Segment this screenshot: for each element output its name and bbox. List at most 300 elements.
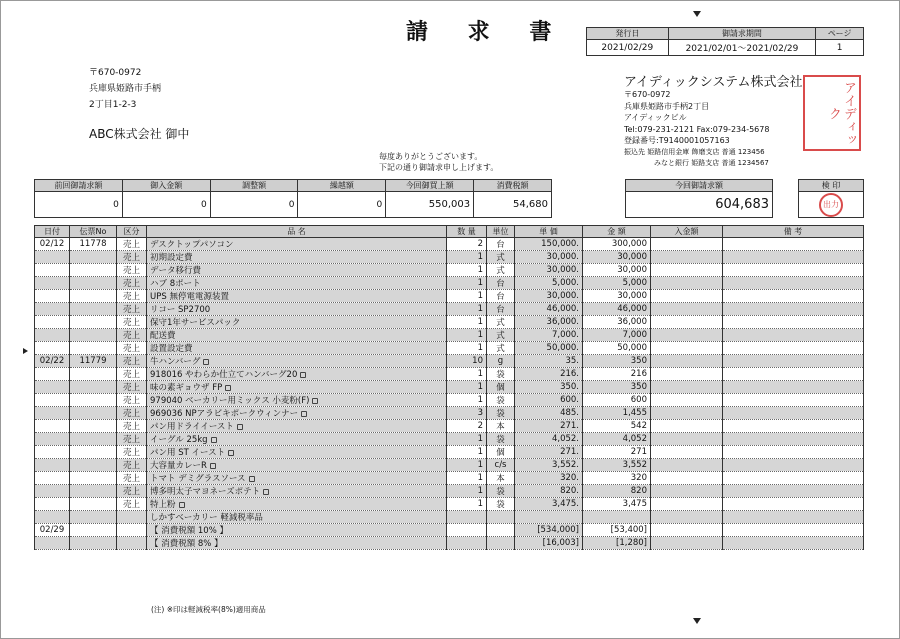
- row-item-text: 969036 NPアラビキポークウィンナー: [150, 409, 299, 419]
- row-item: [147, 459, 447, 472]
- row-price: [515, 355, 583, 368]
- row-item: [147, 303, 447, 316]
- row-date: [35, 420, 70, 433]
- row-amount-text: [1,280]: [616, 538, 647, 548]
- row-item-text: リコー SP2700: [150, 305, 211, 315]
- row-item-text: 初期設定費: [150, 253, 193, 263]
- row-date: [35, 238, 70, 251]
- row-amount: [583, 433, 651, 446]
- row-remarks: [723, 485, 864, 498]
- issue-date-label: 発行日: [587, 28, 669, 40]
- row-amount-text: 542: [630, 421, 647, 431]
- row-item: [147, 342, 447, 355]
- row-date: [35, 511, 70, 524]
- row-item-text: 【 消費税額 10% 】: [150, 526, 228, 536]
- row-unit-text: 台: [496, 305, 505, 315]
- row-slip-no-text: 11779: [79, 356, 107, 366]
- reduced-tax-mark-icon: [300, 372, 306, 378]
- row-amount: [583, 511, 651, 524]
- row-price: [515, 407, 583, 420]
- invoice-title: 請 求 書: [406, 19, 568, 45]
- row-qty: [447, 303, 487, 316]
- row-slip-no: [70, 264, 117, 277]
- row-item: [147, 368, 447, 381]
- col-price: 単 価: [515, 226, 583, 238]
- row-slip-no: [70, 537, 117, 550]
- summary-table: [34, 179, 552, 218]
- row-price-text: 271.: [560, 447, 579, 457]
- row-item: [147, 381, 447, 394]
- row-slip-no: [70, 459, 117, 472]
- row-item-text: 979040 ベーカリー用ミックス 小麦粉(F): [150, 396, 310, 406]
- recipient-postal: 〒670-0972: [89, 68, 142, 78]
- row-slip-no: [70, 290, 117, 303]
- row-kind-text: 売上: [122, 383, 140, 393]
- sender-address: 兵庫県姫路市手柄2丁目: [624, 101, 710, 111]
- row-amount-text: 1,455: [622, 408, 647, 418]
- row-price: [515, 290, 583, 303]
- row-unit: [487, 446, 515, 459]
- row-date: [35, 498, 70, 511]
- row-remarks: [723, 238, 864, 251]
- row-item-text: 特上粉: [150, 500, 176, 510]
- row-qty-text: 1: [477, 460, 483, 470]
- row-kind-text: 売上: [122, 279, 140, 289]
- table-row: [35, 277, 864, 290]
- row-price-text: 36,000.: [546, 317, 579, 327]
- row-kind-text: 売上: [122, 396, 140, 406]
- row-price-text: 46,000.: [546, 304, 579, 314]
- row-item: [147, 394, 447, 407]
- row-kind: [117, 524, 147, 537]
- row-item-text: 配送費: [150, 331, 176, 341]
- row-remarks: [723, 355, 864, 368]
- row-kind: [117, 537, 147, 550]
- table-row: [35, 498, 864, 511]
- row-amount-text: 320: [630, 473, 647, 483]
- row-payment: [651, 498, 723, 511]
- row-item: [147, 446, 447, 459]
- row-qty-text: 1: [477, 343, 483, 353]
- row-price: [515, 459, 583, 472]
- row-price-text: 7,000.: [551, 330, 579, 340]
- row-slip-no: [70, 381, 117, 394]
- row-amount: [583, 420, 651, 433]
- reduced-tax-mark-icon: [225, 385, 231, 391]
- row-amount-text: [53,400]: [610, 525, 647, 535]
- reduced-tax-mark-icon: [210, 463, 216, 469]
- row-kind-text: 売上: [122, 448, 140, 458]
- row-date: [35, 485, 70, 498]
- row-amount-text: 3,552: [622, 460, 647, 470]
- thanks-line1: 毎度ありがとうございます。: [379, 152, 483, 161]
- summary-adjust: 0: [210, 192, 298, 218]
- row-item-text: 保守1年サービスパック: [150, 318, 241, 328]
- row-payment: [651, 355, 723, 368]
- row-amount-text: 50,000: [617, 343, 647, 353]
- triangle-marker-icon: [693, 11, 701, 17]
- detail-table: [34, 225, 864, 550]
- reduced-tax-mark-icon: [312, 398, 318, 404]
- row-qty: [447, 290, 487, 303]
- row-item: [147, 472, 447, 485]
- row-price-text: 5,000.: [551, 278, 579, 288]
- row-date-text: 02/29: [39, 525, 65, 535]
- total-label: 今回御請求額: [626, 180, 773, 192]
- row-kind: [117, 303, 147, 316]
- row-payment: [651, 485, 723, 498]
- reduced-tax-mark-icon: [211, 437, 217, 443]
- table-row: [35, 472, 864, 485]
- company-seal-text: アイディック: [826, 80, 856, 146]
- row-item: [147, 290, 447, 303]
- row-slip-no: [70, 485, 117, 498]
- row-kind: [117, 329, 147, 342]
- table-row: [35, 394, 864, 407]
- row-price: [515, 329, 583, 342]
- row-price: [515, 511, 583, 524]
- reduced-tax-mark-icon: [203, 359, 209, 365]
- triangle-marker-icon: [693, 618, 701, 624]
- row-item: [147, 355, 447, 368]
- period-label: 御請求期間: [668, 28, 816, 40]
- total-table: [625, 179, 773, 218]
- row-slip-no: [70, 394, 117, 407]
- table-row: [35, 355, 864, 368]
- row-qty-text: 1: [477, 291, 483, 301]
- row-slip-no: [70, 355, 117, 368]
- row-amount: [583, 368, 651, 381]
- row-qty: [447, 524, 487, 537]
- row-price-text: 30,000.: [546, 265, 579, 275]
- row-date: [35, 446, 70, 459]
- row-unit: [487, 316, 515, 329]
- col-qty: 数 量: [447, 226, 487, 238]
- row-item: [147, 329, 447, 342]
- row-kind-text: 売上: [122, 253, 140, 263]
- row-unit-text: c/s: [494, 460, 507, 470]
- row-price-text: 320.: [560, 473, 579, 483]
- row-unit-text: 式: [496, 253, 505, 263]
- recipient-address2: 2丁目1-2-3: [89, 100, 137, 110]
- row-qty: [447, 316, 487, 329]
- row-kind-text: 売上: [122, 344, 140, 354]
- row-item: [147, 498, 447, 511]
- billing-period: 2021/02/01〜2021/02/29: [668, 40, 816, 56]
- row-payment: [651, 238, 723, 251]
- row-remarks: [723, 303, 864, 316]
- summary-tax: 54,680: [474, 192, 552, 218]
- row-unit: [487, 472, 515, 485]
- row-qty-text: 1: [477, 486, 483, 496]
- row-payment: [651, 264, 723, 277]
- row-date: [35, 355, 70, 368]
- row-item: [147, 433, 447, 446]
- row-kind-text: 売上: [122, 240, 140, 250]
- row-remarks: [723, 381, 864, 394]
- check-label: 検 印: [799, 180, 864, 192]
- row-amount-text: 820: [630, 486, 647, 496]
- summary-label-purchase: 今回御買上額: [386, 180, 474, 192]
- row-amount: [583, 459, 651, 472]
- row-price-text: 600.: [560, 395, 579, 405]
- row-unit: [487, 290, 515, 303]
- table-row: [35, 537, 864, 550]
- row-amount: [583, 355, 651, 368]
- row-kind-text: 売上: [122, 266, 140, 276]
- company-seal: [803, 75, 861, 151]
- row-amount: [583, 290, 651, 303]
- row-item-text: デスクトップパソコン: [150, 240, 234, 250]
- row-kind: [117, 472, 147, 485]
- row-price: [515, 433, 583, 446]
- row-remarks: [723, 420, 864, 433]
- row-amount: [583, 264, 651, 277]
- row-unit: [487, 277, 515, 290]
- row-date: [35, 459, 70, 472]
- table-row: [35, 329, 864, 342]
- row-unit: [487, 407, 515, 420]
- col-item: 品 名: [147, 226, 447, 238]
- row-slip-no: [70, 368, 117, 381]
- row-amount: [583, 537, 651, 550]
- row-kind: [117, 446, 147, 459]
- table-row: [35, 316, 864, 329]
- row-item: [147, 238, 447, 251]
- row-payment: [651, 420, 723, 433]
- row-unit: [487, 459, 515, 472]
- row-unit-text: 台: [496, 292, 505, 302]
- table-row: [35, 407, 864, 420]
- row-unit-text: 袋: [496, 396, 505, 406]
- row-price: [515, 342, 583, 355]
- row-payment: [651, 407, 723, 420]
- row-unit-text: 台: [496, 240, 505, 250]
- table-row: [35, 446, 864, 459]
- row-kind: [117, 381, 147, 394]
- row-unit: [487, 394, 515, 407]
- row-kind: [117, 394, 147, 407]
- table-row: [35, 238, 864, 251]
- col-slip-no: 伝票No: [70, 226, 117, 238]
- row-payment: [651, 537, 723, 550]
- row-qty: [447, 355, 487, 368]
- row-qty: [447, 446, 487, 459]
- row-date: [35, 329, 70, 342]
- check-table: [798, 179, 864, 218]
- row-kind: [117, 264, 147, 277]
- sender-block: [624, 89, 769, 170]
- row-payment: [651, 329, 723, 342]
- row-item-text: 牛ハンバーグ: [150, 357, 201, 367]
- row-remarks: [723, 446, 864, 459]
- table-row: [35, 459, 864, 472]
- row-kind-text: 売上: [122, 435, 140, 445]
- row-amount: [583, 472, 651, 485]
- row-qty: [447, 368, 487, 381]
- summary-label-prev: 前回御請求額: [35, 180, 123, 192]
- col-remarks: 備 考: [723, 226, 864, 238]
- row-payment: [651, 446, 723, 459]
- row-item: [147, 264, 447, 277]
- row-slip-no: [70, 433, 117, 446]
- row-unit-text: 個: [496, 383, 505, 393]
- row-unit: [487, 485, 515, 498]
- row-kind: [117, 316, 147, 329]
- row-slip-no: [70, 251, 117, 264]
- row-qty: [447, 511, 487, 524]
- row-amount: [583, 329, 651, 342]
- row-kind-text: 売上: [122, 305, 140, 315]
- row-remarks: [723, 524, 864, 537]
- row-remarks: [723, 394, 864, 407]
- row-remarks: [723, 316, 864, 329]
- col-kind: 区分: [117, 226, 147, 238]
- row-amount: [583, 342, 651, 355]
- row-item: [147, 537, 447, 550]
- row-item-text: 味の素ギョウザ FP: [150, 383, 223, 393]
- row-amount-text: 216: [630, 369, 647, 379]
- table-row: [35, 381, 864, 394]
- row-amount-text: 30,000: [617, 265, 647, 275]
- reduced-tax-mark-icon: [249, 476, 255, 482]
- sender-regno: 登録番号:T9140001057163: [624, 136, 730, 145]
- row-qty: [447, 459, 487, 472]
- row-item: [147, 511, 447, 524]
- row-price-text: 350.: [560, 382, 579, 392]
- recipient-block: [89, 65, 161, 113]
- row-kind-text: 売上: [122, 357, 140, 367]
- reduced-tax-mark-icon: [263, 489, 269, 495]
- row-item: [147, 277, 447, 290]
- row-date: [35, 290, 70, 303]
- row-payment: [651, 394, 723, 407]
- row-qty-text: 1: [477, 317, 483, 327]
- row-price: [515, 238, 583, 251]
- row-remarks: [723, 277, 864, 290]
- row-unit: [487, 524, 515, 537]
- summary-label-paid: 御入金額: [122, 180, 210, 192]
- row-payment: [651, 290, 723, 303]
- row-payment: [651, 368, 723, 381]
- row-unit: [487, 420, 515, 433]
- row-price-text: [534,000]: [537, 525, 579, 535]
- sender-bank2: みなと銀行 姫路支店 普通 1234567: [654, 159, 769, 167]
- row-item-text: 設置設定費: [150, 344, 193, 354]
- row-amount: [583, 251, 651, 264]
- row-date: [35, 433, 70, 446]
- row-date: [35, 472, 70, 485]
- thanks-line2: 下記の通り御請求申し上げます。: [379, 163, 499, 172]
- row-unit: [487, 355, 515, 368]
- row-price-text: 820.: [560, 486, 579, 496]
- row-date: [35, 342, 70, 355]
- row-unit-text: 式: [496, 318, 505, 328]
- thanks-message: [379, 151, 498, 173]
- row-unit-text: 台: [496, 279, 505, 289]
- row-unit: [487, 537, 515, 550]
- row-date: [35, 277, 70, 290]
- sender-bank1: 振込先 姫路信用金庫 飾磨支店 普通 123456: [624, 147, 765, 156]
- row-qty-text: 1: [477, 395, 483, 405]
- row-remarks: [723, 251, 864, 264]
- row-amount: [583, 407, 651, 420]
- row-amount-text: 30,000: [617, 252, 647, 262]
- row-price-text: 35.: [565, 356, 579, 366]
- row-slip-no: [70, 524, 117, 537]
- row-qty: [447, 277, 487, 290]
- row-price: [515, 524, 583, 537]
- row-slip-no: [70, 407, 117, 420]
- row-payment: [651, 303, 723, 316]
- row-unit-text: 袋: [496, 487, 505, 497]
- row-qty: [447, 472, 487, 485]
- row-price: [515, 381, 583, 394]
- row-unit-text: 袋: [496, 370, 505, 380]
- row-remarks: [723, 264, 864, 277]
- reduced-tax-mark-icon: [237, 424, 243, 430]
- row-amount-text: 7,000: [622, 330, 647, 340]
- summary-label-tax: 消費税額: [474, 180, 552, 192]
- table-row: [35, 290, 864, 303]
- row-date: [35, 537, 70, 550]
- row-unit: [487, 251, 515, 264]
- row-amount-text: 600: [630, 395, 647, 405]
- row-item-text: 【 消費税額 8% 】: [150, 539, 223, 549]
- row-kind: [117, 420, 147, 433]
- row-slip-no: [70, 498, 117, 511]
- row-item-text: データ移行費: [150, 266, 202, 276]
- row-date: [35, 394, 70, 407]
- row-payment: [651, 277, 723, 290]
- row-item-text: トマト デミグラスソース: [150, 474, 246, 484]
- row-qty: [447, 238, 487, 251]
- row-qty: [447, 420, 487, 433]
- table-row: [35, 303, 864, 316]
- row-qty-text: 1: [477, 447, 483, 457]
- check-stamp: 出力: [819, 193, 843, 217]
- row-qty-text: 10: [472, 356, 483, 366]
- row-price: [515, 368, 583, 381]
- row-unit: [487, 329, 515, 342]
- reduced-tax-mark-icon: [179, 502, 185, 508]
- row-unit-text: 本: [496, 422, 505, 432]
- row-price-text: 30,000.: [546, 252, 579, 262]
- row-payment: [651, 316, 723, 329]
- table-row: [35, 368, 864, 381]
- row-remarks: [723, 342, 864, 355]
- table-row: [35, 524, 864, 537]
- row-qty: [447, 264, 487, 277]
- row-price-text: 4,052.: [551, 434, 579, 444]
- row-slip-no: [70, 329, 117, 342]
- sender-building: アイディックビル: [624, 113, 687, 122]
- summary-purchase: 550,003: [386, 192, 474, 218]
- row-price-text: 50,000.: [546, 343, 579, 353]
- row-slip-no: [70, 511, 117, 524]
- row-qty-text: 1: [477, 304, 483, 314]
- row-price: [515, 498, 583, 511]
- table-row: [35, 251, 864, 264]
- row-price: [515, 264, 583, 277]
- row-date: [35, 303, 70, 316]
- table-row: [35, 485, 864, 498]
- row-kind: [117, 290, 147, 303]
- row-kind-text: 売上: [122, 292, 140, 302]
- row-price-text: 216.: [560, 369, 579, 379]
- row-price: [515, 420, 583, 433]
- row-price: [515, 251, 583, 264]
